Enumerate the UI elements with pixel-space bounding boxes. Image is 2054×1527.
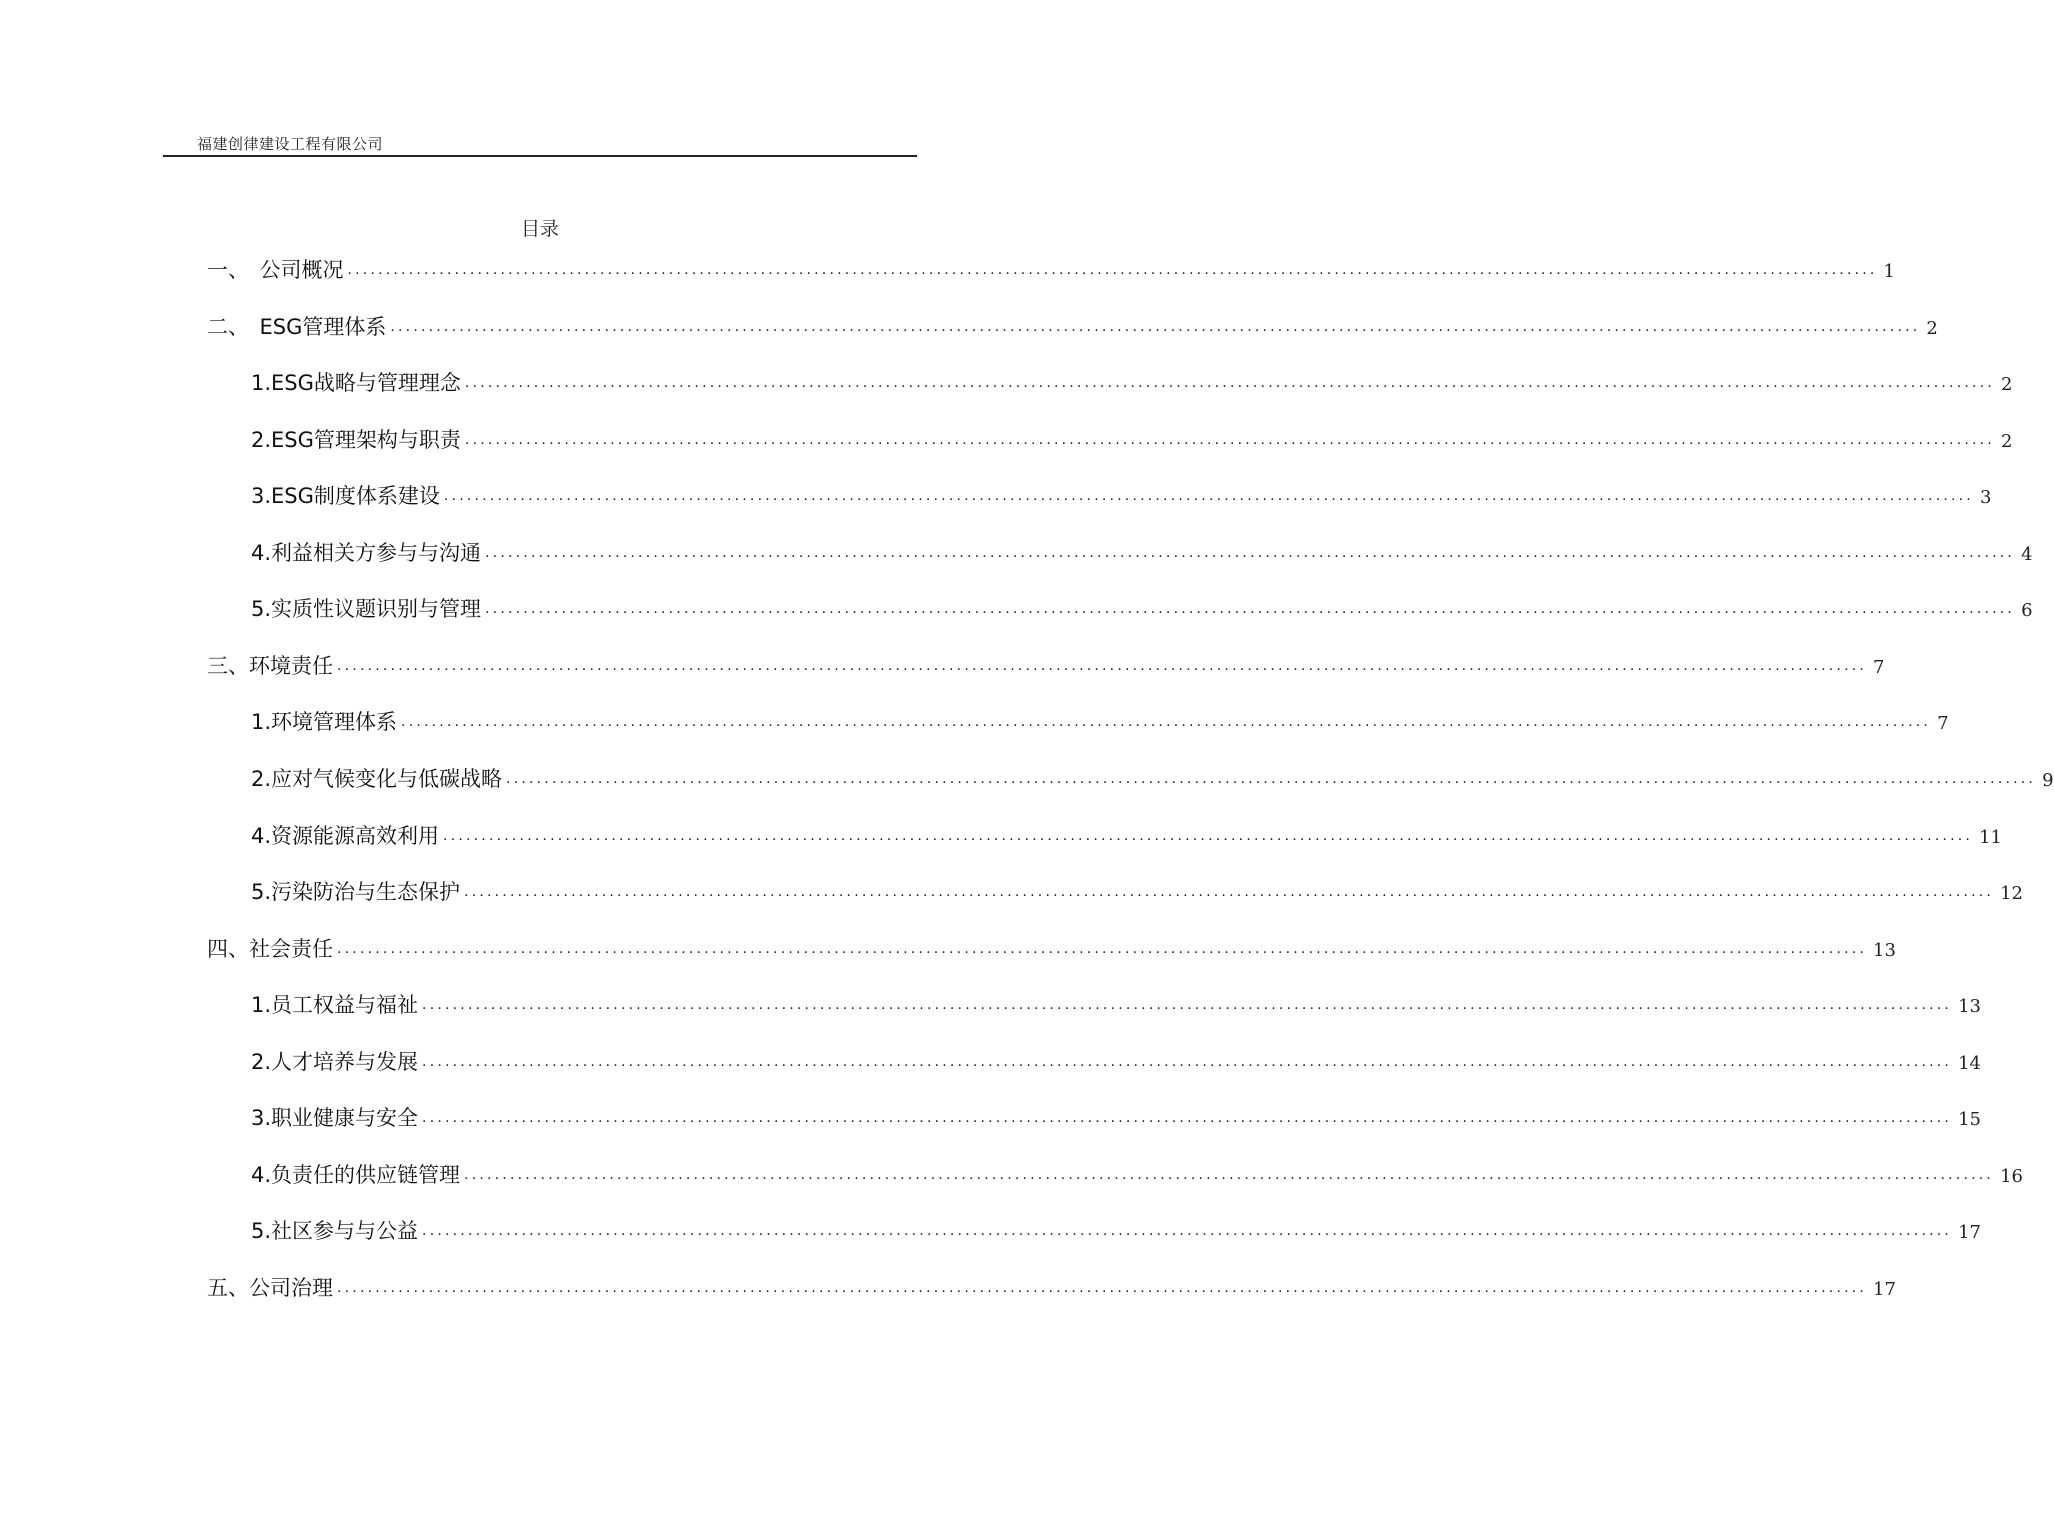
toc-entry-supply-chain[interactable]	[251, 1159, 2023, 1195]
toc-entry-pollution[interactable]	[251, 876, 2023, 912]
toc-entry-page: 2	[2000, 374, 2013, 395]
toc-entry-materiality[interactable]	[251, 593, 2033, 629]
toc-entry-page: 4	[2021, 544, 2033, 565]
dot-leader: ........................................................................................................................................................................................................	[337, 658, 1868, 674]
toc-title: 目录	[520, 218, 559, 240]
toc-entry-label: 一、 公司概况	[207, 258, 344, 282]
dot-leader: ........................................................................................................................................................................................................	[422, 1110, 1953, 1126]
toc-entry-governance[interactable]	[207, 1272, 1896, 1308]
dot-leader: ........................................................................................................................................................................................................	[485, 601, 2016, 617]
toc-entry-label: 五、公司治理	[207, 1276, 333, 1300]
dot-leader: ........................................................................................................................................................................................................	[347, 262, 1878, 278]
toc-entry-label: 3.ESG制度体系建设	[251, 484, 440, 508]
toc-entry-label: 5.污染防治与生态保护	[251, 880, 461, 904]
toc-entry-social[interactable]	[207, 933, 1896, 969]
toc-entry-page: 11	[1979, 827, 2002, 848]
toc-entry-label: 5.实质性议题识别与管理	[251, 597, 482, 621]
toc-entry-env-management[interactable]	[251, 706, 1949, 742]
dot-leader: ........................................................................................................................................................................................................	[485, 545, 2016, 561]
toc-entry-page: 1	[1883, 261, 1895, 282]
dot-leader: ........................................................................................................................................................................................................	[464, 375, 1995, 391]
toc-entry-page: 13	[1873, 940, 1896, 961]
company-name: 福建创律建设工程有限公司	[197, 135, 384, 153]
toc-entry-label: 1.员工权益与福祉	[251, 993, 419, 1017]
toc-entry-label: 三、环境责任	[207, 654, 333, 678]
toc-entry-label: 3.职业健康与安全	[251, 1106, 419, 1130]
dot-leader: ........................................................................................................................................................................................................	[464, 884, 1995, 900]
toc-entry-page: 2	[1926, 318, 1938, 339]
toc-entry-label: 5.社区参与与公益	[251, 1219, 419, 1243]
toc-entry-stakeholder[interactable]	[251, 537, 2033, 573]
toc-entry-label: 2.应对气候变化与低碳战略	[251, 767, 503, 791]
toc-entry-page: 12	[2000, 883, 2023, 904]
toc-entry-label: 二、 ESG管理体系	[207, 315, 387, 339]
dot-leader: ........................................................................................................................................................................................................	[390, 319, 1921, 335]
toc-entry-health-safety[interactable]	[251, 1102, 1981, 1138]
dot-leader: ........................................................................................................................................................................................................	[443, 828, 1974, 844]
toc-entry-page: 14	[1958, 1053, 1981, 1074]
toc-entry-page: 16	[2000, 1166, 2023, 1187]
toc-entry-label: 2.ESG管理架构与职责	[251, 428, 461, 452]
toc-entry-label: 4.利益相关方参与与沟通	[251, 541, 482, 565]
toc-entry-environmental[interactable]	[207, 650, 1885, 686]
dot-leader: ........................................................................................................................................................................................................	[464, 432, 1995, 448]
toc-entry-esg-management-system[interactable]	[207, 311, 1938, 347]
toc-entry-employee[interactable]	[251, 989, 1981, 1025]
toc-entry-label: 4.负责任的供应链管理	[251, 1163, 461, 1187]
dot-leader: ........................................................................................................................................................................................................	[422, 1223, 1953, 1239]
toc-entry-page: 3	[1979, 487, 1992, 508]
toc-entry-page: 7	[1873, 657, 1885, 678]
toc-entry-page: 9	[2042, 770, 2054, 791]
toc-entry-esg-strategy[interactable]	[251, 367, 2013, 403]
toc-entry-esg-policy[interactable]	[251, 480, 1992, 516]
toc-entry-resources[interactable]	[251, 820, 2002, 856]
dot-leader: ........................................................................................................................................................................................................	[464, 1167, 1995, 1183]
dot-leader: ........................................................................................................................................................................................................	[337, 1280, 1868, 1296]
toc-entry-community[interactable]	[251, 1215, 1981, 1251]
toc-entry-page: 2	[2000, 431, 2013, 452]
dot-leader: ........................................................................................................................................................................................................	[422, 1054, 1953, 1070]
toc-entry-label: 4.资源能源高效利用	[251, 824, 440, 848]
dot-leader: ........................................................................................................................................................................................................	[443, 488, 1974, 504]
dot-leader: ........................................................................................................................................................................................................	[401, 714, 1932, 730]
toc-entry-page: 7	[1937, 713, 1949, 734]
toc-entry-page: 17	[1958, 1222, 1981, 1243]
dot-leader: ........................................................................................................................................................................................................	[422, 997, 1953, 1013]
toc-entry-page: 17	[1873, 1279, 1896, 1300]
toc-entry-label: 1.ESG战略与管理理念	[251, 371, 461, 395]
toc-entry-page: 13	[1958, 996, 1981, 1017]
dot-leader: ........................................................................................................................................................................................................	[506, 771, 2037, 787]
toc-entry-esg-structure[interactable]	[251, 424, 2013, 460]
toc-entry-page: 15	[1958, 1109, 1981, 1130]
toc-entry-climate[interactable]	[251, 763, 2054, 799]
toc-entry-talent[interactable]	[251, 1046, 1981, 1082]
dot-leader: ........................................................................................................................................................................................................	[337, 941, 1868, 957]
toc-entry-label: 1.环境管理体系	[251, 710, 398, 734]
toc-entry-company-overview[interactable]	[207, 254, 1895, 290]
toc-entry-label: 2.人才培养与发展	[251, 1050, 419, 1074]
toc-entry-page: 6	[2021, 600, 2033, 621]
toc-entry-label: 四、社会责任	[207, 937, 333, 961]
